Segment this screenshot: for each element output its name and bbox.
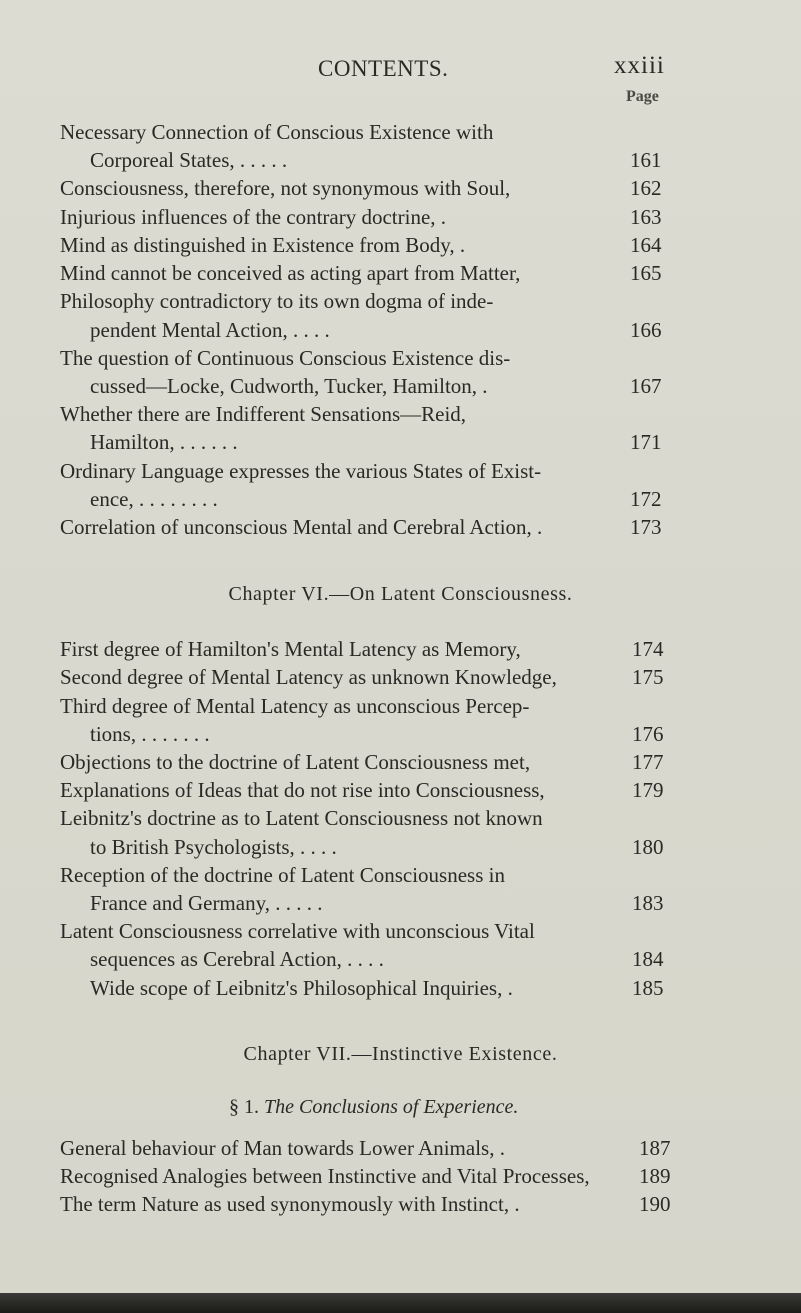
page-number: 161 (630, 148, 662, 172)
section-title: The Conclusions of Experience. (264, 1096, 519, 1118)
page-number: 180 (632, 835, 664, 859)
entry-line: Leibnitz's doctrine as to Latent Consciousness not known (60, 806, 543, 830)
page-number: 175 (632, 665, 664, 689)
entry-line: Second degree of Mental Latency as unknown Knowledge, (60, 665, 557, 689)
chapter-heading: Chapter VI.—On Latent Consciousness. (228, 583, 573, 605)
entry-line: Correlation of unconscious Mental and Cerebral Action, . (60, 515, 543, 539)
entry-line: The question of Continuous Conscious Existence dis- (60, 346, 511, 370)
page-number: 184 (632, 947, 664, 971)
entry-line: Philosophy contradictory to its own dogma of inde- (60, 289, 494, 313)
page-number: 165 (630, 261, 662, 285)
entry-line: Recognised Analogies between Instinctive and Vital Processes, (60, 1164, 590, 1188)
entry-line: Whether there are Indifferent Sensations—Reid, (60, 402, 467, 426)
entry-line: The term Nature as used synonymously with Instinct, . (60, 1192, 520, 1216)
entry-line: First degree of Hamilton's Mental Latency as Memory, (60, 637, 521, 661)
entry-line: cussed—Locke, Cudworth, Tucker, Hamilton, . (90, 374, 488, 398)
entry-line: Corporeal States, . . . . . (90, 148, 288, 172)
page-column-label: Page (626, 88, 659, 105)
page-number: 167 (630, 374, 662, 398)
entry-line: to British Psychologists, . . . . (90, 835, 337, 859)
page-number: 176 (632, 722, 664, 746)
entry-line: pendent Mental Action, . . . . (90, 318, 330, 342)
entry-line: Injurious influences of the contrary doctrine, . (60, 205, 447, 229)
page-number: 166 (630, 318, 662, 342)
page-folio: xxiii (614, 52, 665, 79)
page-number: 172 (630, 487, 662, 511)
page-number: 162 (630, 176, 662, 200)
entry-line: Mind cannot be conceived as acting apart from Matter, (60, 261, 521, 285)
entry-line: Consciousness, therefore, not synonymous with Soul, (60, 176, 511, 200)
entry-line: Hamilton, . . . . . . (90, 430, 238, 454)
page-number: 185 (632, 976, 664, 1000)
entry-line: General behaviour of Man towards Lower Animals, . (60, 1136, 505, 1160)
running-head-title: CONTENTS. (318, 56, 449, 81)
entry-line: Third degree of Mental Latency as unconscious Percep- (60, 694, 530, 718)
entry-line: tions, . . . . . . . (90, 722, 210, 746)
page-number: 190 (639, 1192, 671, 1216)
page-number: 187 (639, 1136, 671, 1160)
entry-line: Mind as distinguished in Existence from Body, . (60, 233, 466, 257)
page-number: 179 (632, 778, 664, 802)
page-number: 183 (632, 891, 664, 915)
section-mark: § 1. (229, 1096, 259, 1118)
entry-line: Necessary Connection of Conscious Existence with (60, 120, 494, 144)
entry-line: Latent Consciousness correlative with unconscious Vital (60, 919, 535, 943)
entry-line: Explanations of Ideas that do not rise into Consciousness, (60, 778, 545, 802)
page-number: 164 (630, 233, 662, 257)
page-number: 163 (630, 205, 662, 229)
page-number: 174 (632, 637, 664, 661)
running-head (0, 42, 801, 82)
page-number: 189 (639, 1164, 671, 1188)
entry-line: Reception of the doctrine of Latent Consciousness in (60, 863, 505, 887)
chapter-heading: Chapter VII.—Instinctive Existence. (243, 1043, 558, 1065)
page-number: 177 (632, 750, 664, 774)
page-number: 171 (630, 430, 662, 454)
entry-line: sequences as Cerebral Action, . . . . (90, 947, 384, 971)
entry-line: ence, . . . . . . . . (90, 487, 218, 511)
page-number: 173 (630, 515, 662, 539)
entry-line: Ordinary Language expresses the various States of Exist- (60, 459, 542, 483)
entry-line: Wide scope of Leibnitz's Philosophical Inquiries, . (90, 976, 513, 1000)
page-bottom-edge (0, 1293, 801, 1313)
section-heading (229, 1096, 518, 1119)
entry-line: Objections to the doctrine of Latent Consciousness met, (60, 750, 531, 774)
entry-line: France and Germany, . . . . . (90, 891, 323, 915)
